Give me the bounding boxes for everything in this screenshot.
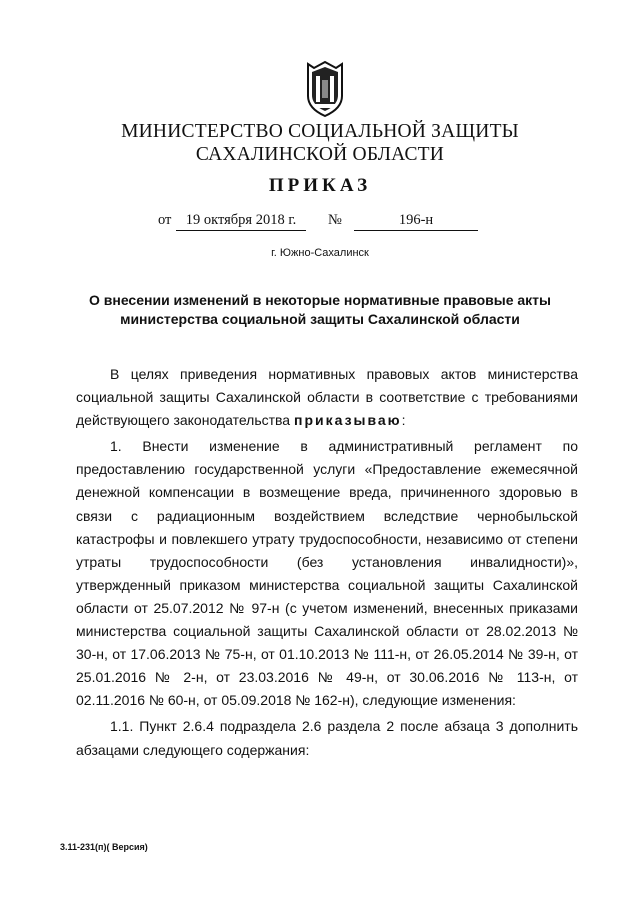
coat-of-arms-emblem [302,60,348,118]
preamble-text: В целях приведения нормативных правовых актов министерства социальной защиты Сахалинской области в соответствие с требованиями действующего законодательства [76,366,578,429]
ministry-line-2: САХАЛИНСКОЙ ОБЛАСТИ [195,144,445,165]
subject-line-2: министерства социальной защиты Сахалинской области [120,311,520,327]
from-label: от [158,212,172,228]
preamble-end: : [401,412,406,429]
document-subject [60,291,580,329]
footer-code: 3.11-231(п)( Версия) [60,842,148,852]
order-number: 196-н [354,212,478,231]
document-type: ПРИКАЗ [268,175,372,196]
order-word: приказываю [293,412,402,429]
order-date-number-line [158,212,488,234]
order-date: 19 октября 2018 г. [176,212,306,231]
ministry-name [0,120,640,166]
city: г. Южно-Сахалинск [271,247,369,259]
subject-line-1: О внесении изменений в некоторые нормативные правовые акты [88,292,551,308]
preamble-paragraph [76,363,578,432]
number-label: № [328,212,342,228]
document-body [76,363,578,765]
item-1-paragraph: 1. Внести изменение в административный регламент по предоставлению государственной услуги «Предоставление ежемесячной денежной компенсации в возмещение вреда, причиненного здоровью в связи с радиационным воздействием вследствие чернобыльской катастрофы и повлекшего утрату трудоспособности, независимо от степени утраты трудоспособности (без установления инвалидности)», утвержденный приказом министерства социальной защиты Сахалинской области от 25.07.2012 № 97-н (с учетом изменений, внесенных приказами министерства социальной защиты Сахалинской области от 28.02.2013 № 30-н, от 17.06.2013 № 75-н, от 01.10.2013 № 111-н, от 26.05.2014 № 39-н, от 25.01.2016 № 2-н, от 23.03.2016 № 49-н, от 30.06.2016 № 113-н, от 02.11.2016 № 60-н, от 05.09.2018 № 162-н), следующие изменения: [76,438,578,709]
ministry-line-1: МИНИСТЕРСТВО СОЦИАЛЬНОЙ ЗАЩИТЫ [121,121,519,142]
item-1-1-paragraph: 1.1. Пункт 2.6.4 подраздела 2.6 раздела 2 после абзаца 3 дополнить абзацами следующего содержания: [76,718,578,758]
